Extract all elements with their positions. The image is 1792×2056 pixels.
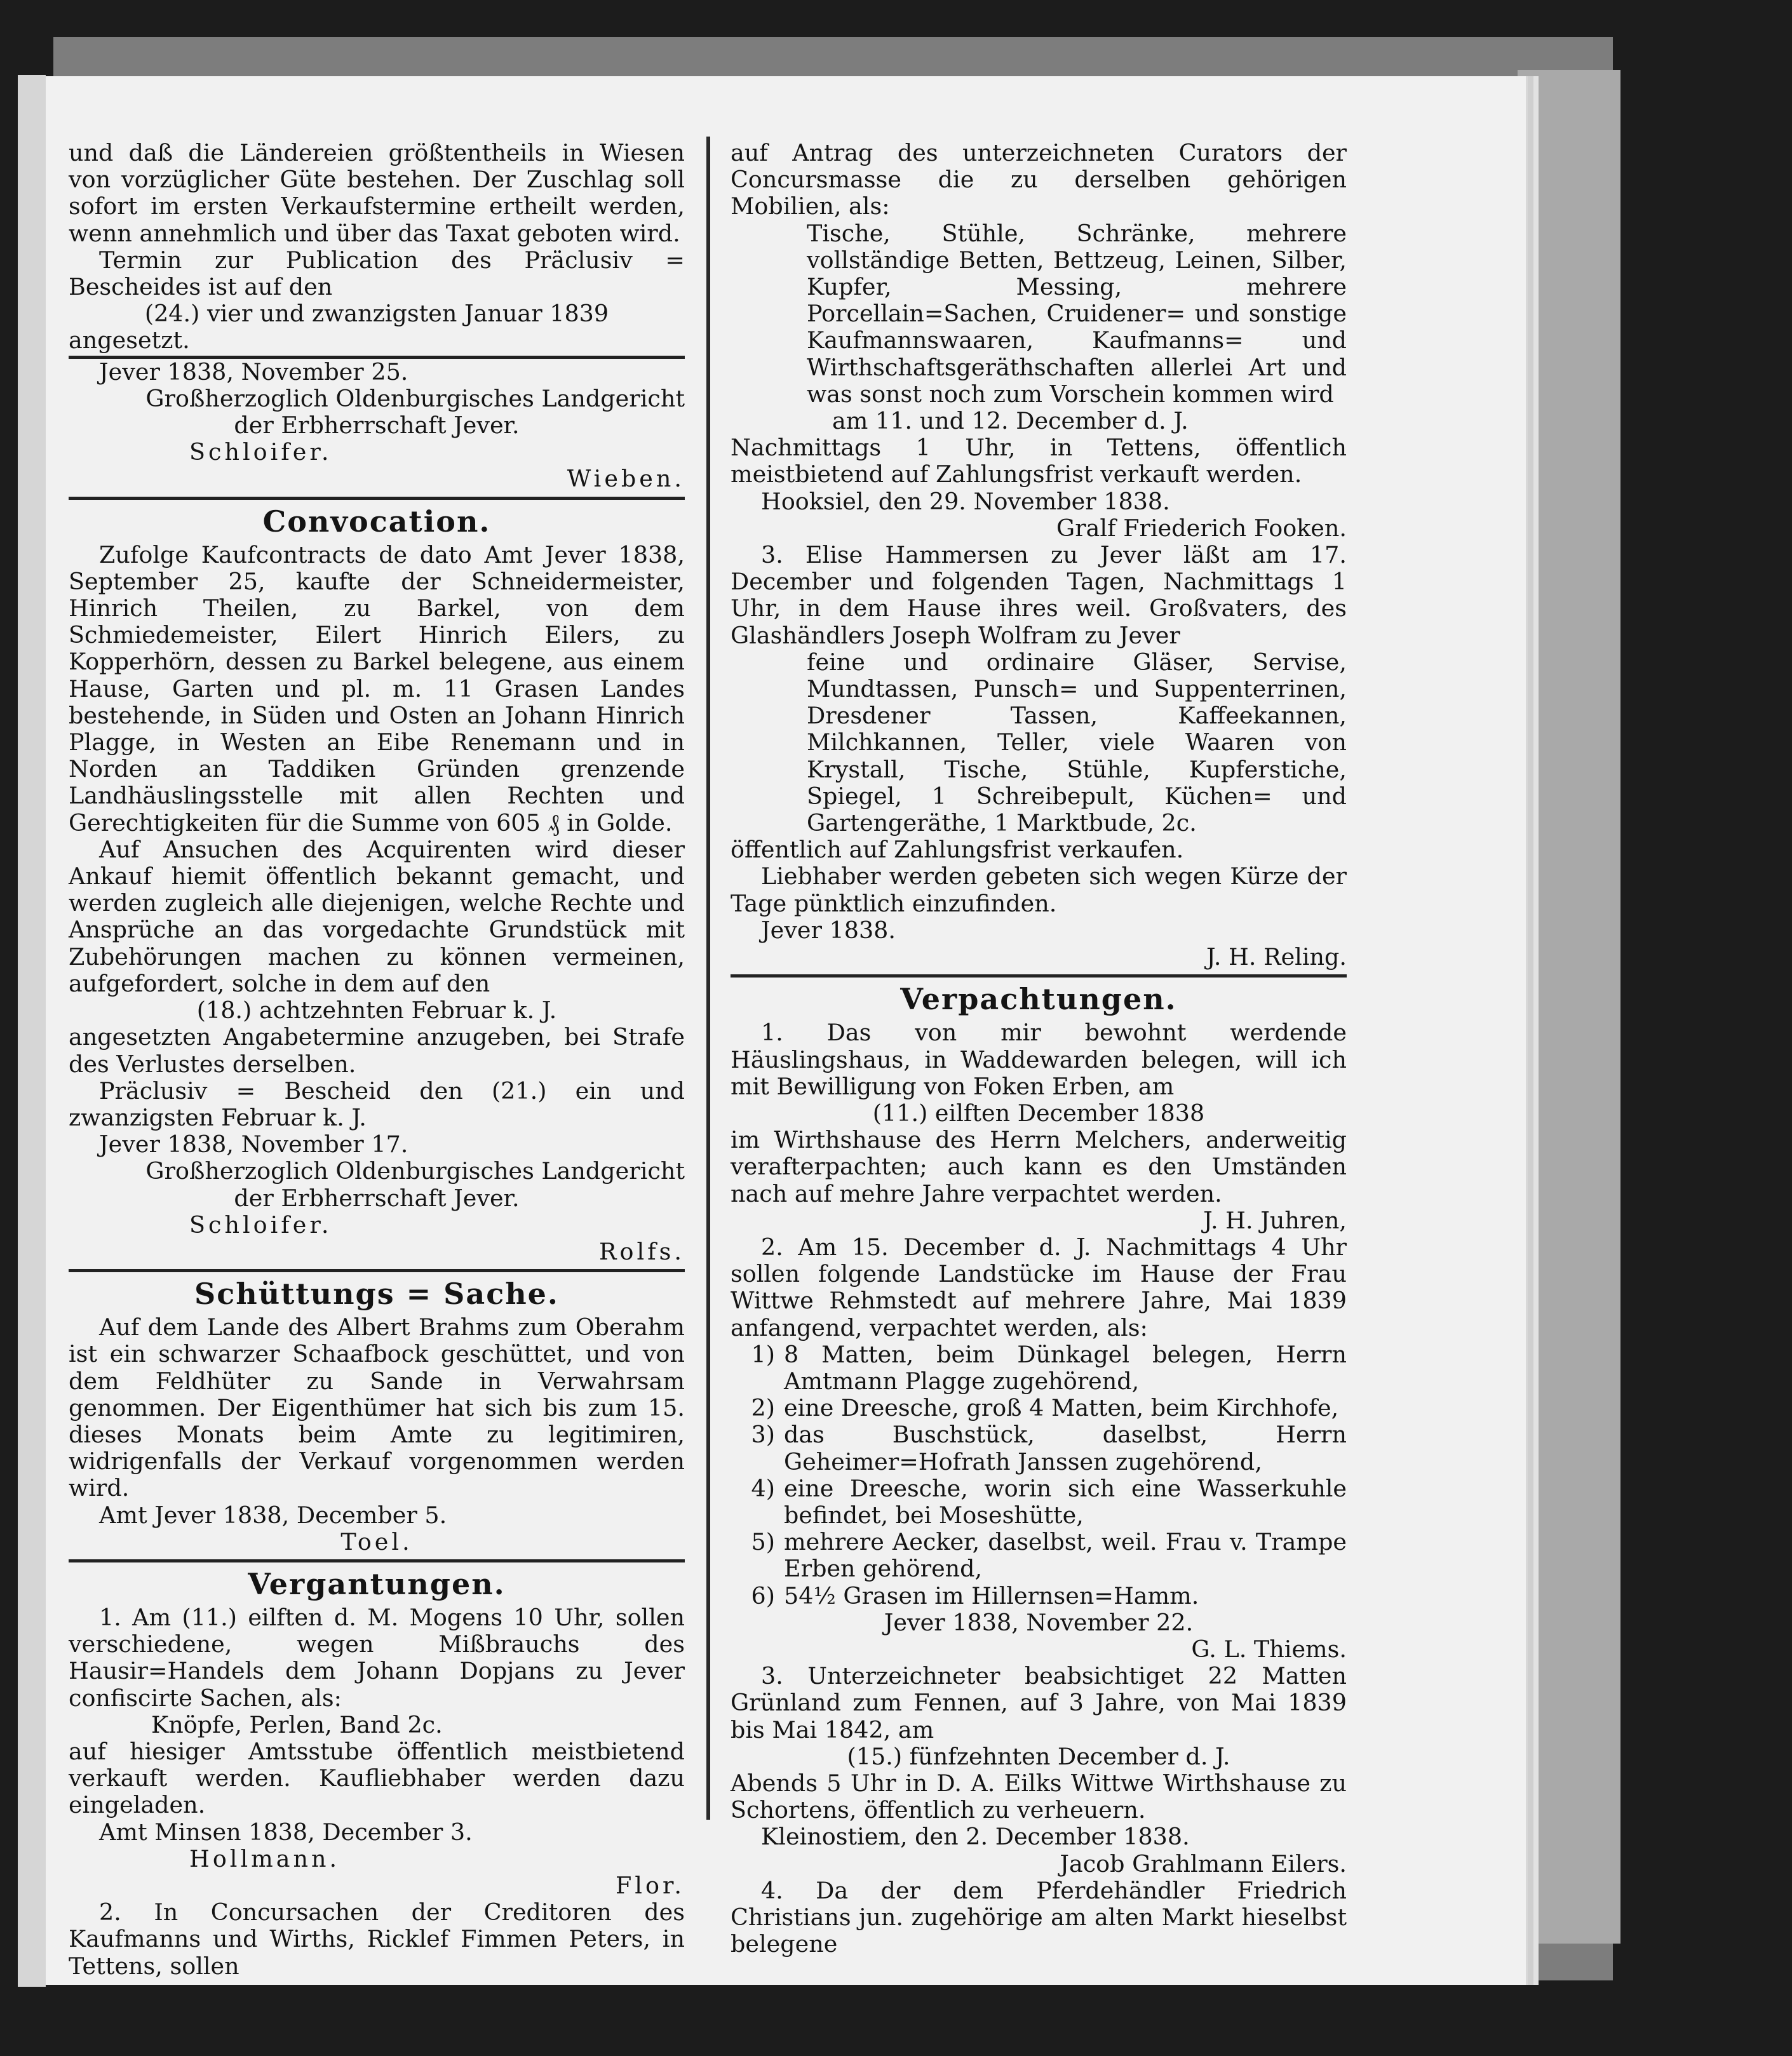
- list-item: 4) eine Dreesche, worin sich eine Wasserkuhle befindet, bei Moseshütte,: [751, 1474, 1347, 1529]
- signature: Flor.: [615, 1871, 685, 1899]
- place-date: Jever 1838, November 25.: [99, 358, 408, 386]
- item-list: feine und ordinaire Gläser, Servise, Mundtassen, Punsch= und Suppenterrinen, Dresdener Tassen, Kaffeekannen, Milchkannen, Teller, viele Waaren von Krystall, Tische, Stühle, Kupferstiche, Spiegel, 1 Schreibepult, Küchen= und Gartengeräthe, 1 Marktbude, 2c.: [807, 648, 1347, 837]
- date-line: (18.) achtzehnten Februar k. J.: [196, 997, 557, 1025]
- paragraph: Nachmittags 1 Uhr, in Tettens, öffentlich meistbietend auf Zahlungsfrist verkauft werden.: [731, 434, 1347, 488]
- right-column: [731, 140, 1347, 1958]
- paragraph: öffentlich auf Zahlungsfrist verkaufen.: [731, 836, 1184, 864]
- paragraph: Liebhaber werden gebeten sich wegen Kürze der Tage pünktlich einzufinden.: [731, 863, 1347, 917]
- paragraph: 2. In Concursachen der Creditoren des Kaufmanns und Wirths, Ricklef Fimmen Peters, in Tettens, sollen: [69, 1898, 685, 1980]
- place-date: Hooksiel, den 29. November 1838.: [761, 487, 1170, 515]
- paragraph: im Wirthshause des Herrn Melchers, anderweitig verafterpachten; auch kann es den Umständen nach auf mehre Jahre verpachtet werden.: [731, 1126, 1347, 1207]
- paragraph: Präclusiv = Bescheid den (21.) ein und zwanzigsten Februar k. J.: [69, 1077, 685, 1131]
- paragraph: 3. Elise Hammersen zu Jever läßt am 17. December und folgenden Tagen, Nachmittags 1 Uhr, in dem Hause ihres weil. Großvaters, des Glashändlers Joseph Wolfram zu Jever: [731, 541, 1347, 649]
- place-date: Jever 1838, November 22.: [884, 1608, 1194, 1636]
- paragraph: und daß die Ländereien größtentheils in Wiesen von vorzüglicher Güte bestehen. Der Zuschlag soll sofort im ersten Verkaufstermine ertheilt werden, wenn annehmlich und über das Taxat geboten wird.: [69, 139, 685, 247]
- paragraph: auf Antrag des unterzeichneten Curators der Concursmasse die zu derselben gehörigen Mobilien, als:: [731, 139, 1347, 220]
- land-list: [731, 1341, 1347, 1609]
- signature: Wieben.: [567, 465, 685, 493]
- date-line: (11.) eilften December 1838: [872, 1099, 1205, 1127]
- paragraph: Zufolge Kaufcontracts de dato Amt Jever 1838, September 25, kaufte der Schneidermeister, Hinrich Theilen, zu Barkel, von dem Schmiedemeister, Eilert Hinrich Eilers, zu Kopperhörn, dessen zu Barkel belegene, aus einem Hause, Garten und pl. m. 11 Grasen Landes bestehende, in Süden und Osten an Johann Hinrich Plagge, in Westen an Eibe Renemann und in Norden an Taddiken Gründen grenzende Landhäuslingsstelle mit allen Rechten und Gerechtigkeiten für die Summe von 605 ₰ in Golde.: [69, 541, 685, 837]
- signature: Toel.: [340, 1528, 413, 1555]
- court-name: der Erbherrschaft Jever.: [234, 1184, 520, 1212]
- date-line: (15.) fünfzehnten December d. J.: [847, 1742, 1230, 1770]
- paragraph: Auf Ansuchen des Acquirenten wird dieser Ankauf hiemit öffentlich bekannt gemacht, und werden zugleich alle diejenigen, welche Rechte und Ansprüche an das vorgedachte Grundstück mit Zubehörungen machen zu können vermeinen, aufgefordert, solche in dem auf den: [69, 835, 685, 997]
- item-list: Knöpfe, Perlen, Band 2c.: [151, 1710, 443, 1738]
- signature: Gralf Friederich Fooken.: [1056, 514, 1347, 542]
- signature: Jacob Grahlmann Eilers.: [1060, 1850, 1347, 1878]
- signature: J. H. Reling.: [1206, 943, 1347, 971]
- paragraph: angesetzt.: [69, 326, 190, 354]
- paragraph: 1. Am (11.) eilften d. M. Mogens 10 Uhr, sollen verschiedene, wegen Mißbrauchs des Hausir=Handels dem Johann Dopjans zu Jever confiscirte Sachen, als:: [69, 1603, 685, 1712]
- place-date: Jever 1838, November 17.: [99, 1131, 408, 1159]
- divider: [69, 1559, 685, 1562]
- board-edge: [1518, 70, 1620, 1944]
- paragraph: Auf dem Lande des Albert Brahms zum Oberahm ist ein schwarzer Schaafbock geschüttet, und von dem Feldhüter zu Sande in Verwahrsam genommen. Der Eigenthümer hat sich bis zum 15. dieses Monats beim Amte zu legitimiren, widrigenfalls der Verkauf vorgenommen werden wird.: [69, 1314, 685, 1502]
- date-line: (24.) vier und zwanzigsten Januar 1839: [144, 300, 609, 328]
- paragraph: 2. Am 15. December d. J. Nachmittags 4 Uhr sollen folgende Landstücke im Hause der Frau Wittwe Rehmstedt auf mehrere Jahre, Mai 1839 anfangend, verpachtet werden, als:: [731, 1233, 1347, 1341]
- list-item: 5) mehrere Aecker, daselbst, weil. Frau v. Trampe Erben gehörend,: [751, 1528, 1347, 1583]
- signature: Rolfs.: [599, 1237, 685, 1265]
- list-item: 2) eine Dreesche, groß 4 Matten, beim Kirchhofe,: [751, 1394, 1339, 1422]
- signature: J. H. Juhren,: [1203, 1206, 1347, 1234]
- paragraph: 1. Das von mir bewohnt werdende Häuslingshaus, in Waddewarden belegen, will ich mit Bewilligung von Foken Erben, am: [731, 1019, 1347, 1100]
- court-name: Großherzoglich Oldenburgisches Landgericht: [145, 384, 685, 412]
- place-date: Jever 1838.: [761, 916, 896, 944]
- paragraph: angesetzten Angabetermine anzugeben, bei Strafe des Verlustes derselben.: [69, 1023, 685, 1078]
- signature: Schloifer.: [189, 1211, 332, 1239]
- column-divider: [706, 137, 710, 1820]
- signature: Schloifer.: [189, 438, 332, 466]
- paragraph: 4. Da der dem Pferdehändler Friedrich Christians jun. zugehörige am alten Markt hieselbst belegene: [731, 1876, 1347, 1958]
- place-date: Amt Jever 1838, December 5.: [99, 1501, 447, 1529]
- signature: Hollmann.: [189, 1844, 340, 1872]
- paragraph: Termin zur Publication des Präclusiv = Bescheides ist auf den: [69, 246, 685, 301]
- paragraph: 3. Unterzeichneter beabsichtiget 22 Matten Grünland zum Fennen, auf 3 Jahre, von Mai 1839 bis Mai 1842, am: [731, 1662, 1347, 1744]
- paragraph: Abends 5 Uhr in D. A. Eilks Wittwe Wirthshause zu Schortens, öffentlich zu verheuern.: [731, 1769, 1347, 1824]
- divider: [69, 1269, 685, 1272]
- list-item: 6) 54½ Grasen im Hillernsen=Hamm.: [751, 1582, 1199, 1609]
- section-heading: Vergantungen.: [248, 1566, 506, 1601]
- section-heading: Convocation.: [262, 504, 491, 539]
- paragraph: auf hiesiger Amtsstube öffentlich meistbietend verkauft werden. Kaufliebhaber werden dazu eingeladen.: [69, 1737, 685, 1819]
- signature: G. L. Thiems.: [1191, 1635, 1347, 1663]
- list-item: 1) 8 Matten, beim Dünkagel belegen, Herrn Amtmann Plagge zugehörend,: [751, 1340, 1347, 1395]
- court-name: der Erbherrschaft Jever.: [234, 412, 520, 440]
- divider: [69, 497, 685, 500]
- left-column: [69, 140, 685, 1980]
- section-heading: Schüttungs = Sache.: [194, 1277, 559, 1312]
- place-date: Amt Minsen 1838, December 3.: [99, 1818, 473, 1846]
- book-spine: [18, 75, 46, 1987]
- place-date: Kleinostiem, den 2. December 1838.: [761, 1823, 1190, 1851]
- date-line: am 11. und 12. December d. J.: [832, 407, 1189, 435]
- divider: [731, 974, 1347, 978]
- item-list: Tische, Stühle, Schränke, mehrere vollständige Betten, Bettzeug, Leinen, Silber, Kupfer, Messing, mehrere Porcellain=Sachen, Cruidener= und sonstige Kaufmannswaaren, Kaufmanns= und Wirthschaftsgeräthschaften allerlei Art und was sonst noch zum Vorschein kommen wird: [807, 219, 1347, 408]
- court-name: Großherzoglich Oldenburgisches Landgericht: [145, 1157, 685, 1185]
- list-item: 3) das Buschstück, daselbst, Herrn Geheimer=Hofrath Janssen zugehörend,: [751, 1421, 1347, 1475]
- section-heading: Verpachtungen.: [900, 982, 1177, 1017]
